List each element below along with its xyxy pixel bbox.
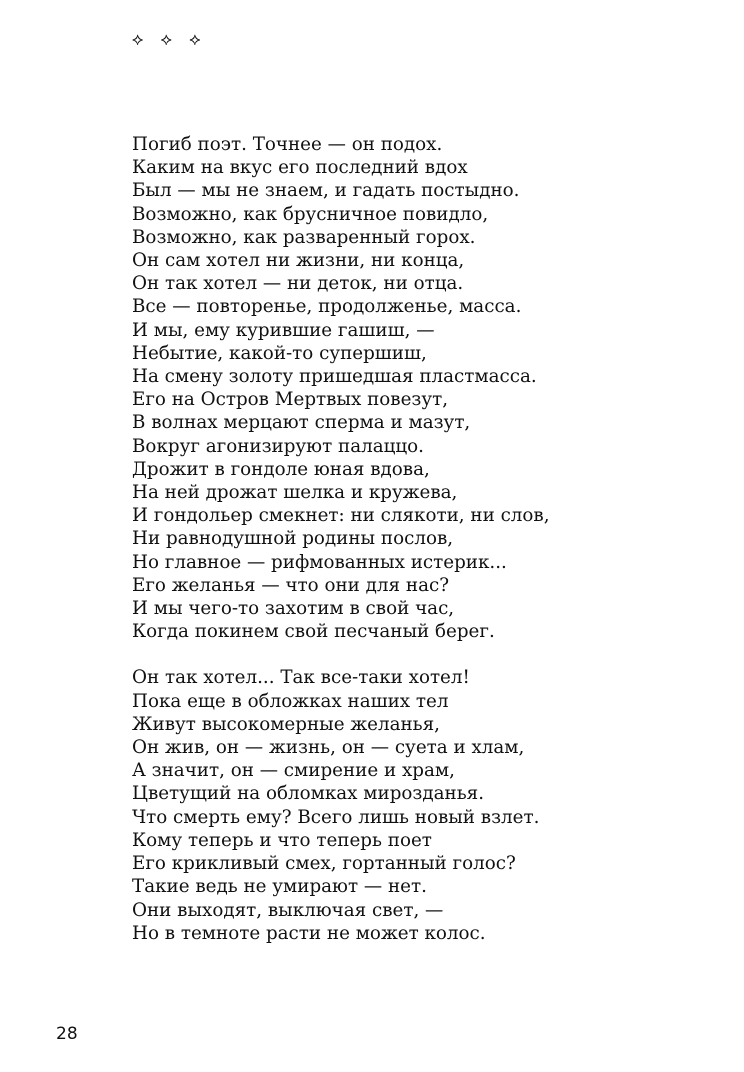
poem-line: Он так хотел... Так все-таки хотел! xyxy=(132,667,470,689)
poem-line: Цветущий на обломках мирозданья. xyxy=(132,783,485,805)
stanza-1 xyxy=(132,133,732,643)
poem-line: Кому теперь и что теперь поет xyxy=(132,829,432,851)
poem-line: Возможно, как разваренный горох. xyxy=(132,226,476,248)
poem-line: Живут высокомерные желанья, xyxy=(132,713,440,735)
page-number: 28 xyxy=(56,1024,78,1044)
section-ornament: ⟡ ⟡ ⟡ xyxy=(132,30,207,50)
poem-line: Его на Остров Мертвых повезут, xyxy=(132,389,449,411)
poem-line: Когда покинем свой песчаный берег. xyxy=(132,621,495,643)
poem-line: Небытие, какой-то супершиш, xyxy=(132,342,427,364)
poem-line: Но в темноте расти не может колос. xyxy=(132,922,486,944)
poem-line: Погиб поэт. Точнее — он подох. xyxy=(132,134,443,155)
poem-line: Дрожит в гондоле юная вдова, xyxy=(132,458,430,480)
poem-line: Возможно, как брусничное повидло, xyxy=(132,203,489,225)
poem xyxy=(132,133,732,945)
poem-line: Был — мы не знаем, и гадать постыдно. xyxy=(132,180,520,202)
poem-line: Его крикливый смех, гортанный голос? xyxy=(132,853,516,875)
poem-line: Что смерть ему? Всего лишь новый взлет. xyxy=(132,806,540,828)
poem-line: Пока еще в обложках наших тел xyxy=(132,690,449,712)
poem-line: Они выходят, выключая свет, — xyxy=(132,899,444,921)
poem-line: Такие ведь не умирают — нет. xyxy=(132,876,427,898)
poem-line: Все — повторенье, продолженье, масса. xyxy=(132,296,522,318)
poem-line: Его желанья — что они для нас? xyxy=(132,574,450,596)
poem-line: Он сам хотел ни жизни, ни конца, xyxy=(132,250,465,272)
poem-line: На смену золоту пришедшая пластмасса. xyxy=(132,366,537,388)
poem-line: Ни равнодушной родины послов, xyxy=(132,528,454,550)
poem-line: На ней дрожат шелка и кружева, xyxy=(132,482,458,504)
poem-line: А значит, он — смирение и храм, xyxy=(132,760,455,782)
poem-line: Он жив, он — жизнь, он — суета и хлам, xyxy=(132,737,525,759)
poem-line: Каким на вкус его последний вдох xyxy=(132,157,468,179)
poem-line: В волнах мерцают сперма и мазут, xyxy=(132,412,471,434)
poem-line: И мы чего-то захотим в свой час, xyxy=(132,598,455,620)
poem-line: Но главное — рифмованных истерик... xyxy=(132,551,507,573)
poem-line: И гондольер смекнет: ни слякоти, ни слов, xyxy=(132,505,550,527)
poem-line: Он так хотел — ни деток, ни отца. xyxy=(132,273,464,295)
poem-line: И мы, ему курившие гашиш, — xyxy=(132,319,435,341)
stanza-2 xyxy=(132,666,732,944)
poem-line: Вокруг агонизируют палаццо. xyxy=(132,435,424,457)
